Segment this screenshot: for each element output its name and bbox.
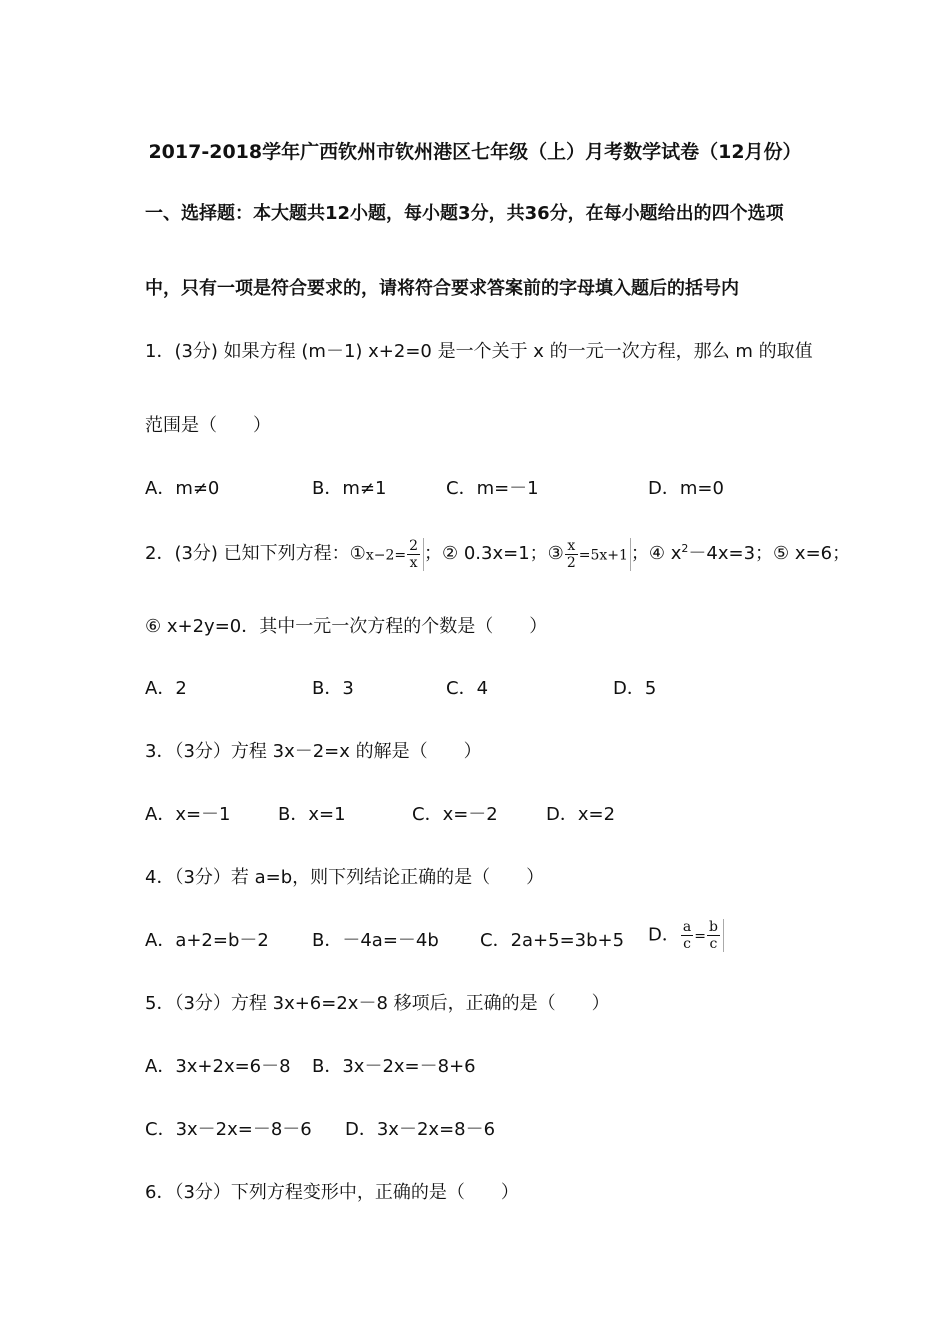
q5-option-a: A．3x+2x=6－8	[145, 1056, 291, 1077]
q2-option-a: A．2	[145, 678, 187, 699]
q1-option-b: B．m≠1	[312, 478, 387, 499]
q5-text: 5．（3分）方程 3x+6=2x－8 移项后，正确的是（ ）	[145, 993, 610, 1014]
q2-eq3-numerator: x	[565, 538, 578, 555]
q2-eq1-left: x−2=	[365, 547, 407, 563]
q5-option-b: B．3x－2x=－8+6	[312, 1056, 476, 1077]
q2-eq1-fraction	[407, 538, 420, 571]
q2-equation-1	[366, 538, 424, 571]
section-heading-line2: 中，只有一项是符合要求的，请将符合要求答案前的字母填入题后的括号内	[145, 278, 739, 299]
q1-option-a: A．m≠0	[145, 478, 220, 499]
q4-d-equals: =	[694, 928, 706, 945]
q2-rest: －4x=3；⑤ x=6；	[688, 543, 851, 564]
exam-title: 2017-2018学年广西钦州市钦州港区七年级（上）月考数学试卷（12月份）	[148, 141, 802, 163]
q4-option-a: A．a+2=b－2	[145, 930, 269, 951]
q4-option-d-label: D．	[648, 924, 680, 946]
q4-d-denominator-2: c	[709, 936, 718, 952]
q3-option-a: A．x=－1	[145, 804, 231, 825]
q2-eq3-right: =5x+1	[578, 547, 628, 563]
q3-text: 3．（3分）方程 3x－2=x 的解是（ ）	[145, 741, 482, 762]
section-heading-line1: 一、选择题：本大题共12小题，每小题3分，共36分，在每小题给出的四个选项	[145, 203, 784, 224]
q2-option-b: B．3	[312, 678, 354, 699]
q2-prefix: 2．(3分) 已知下列方程：①	[145, 543, 366, 564]
q4-d-denominator-1: c	[683, 936, 691, 952]
q2-option-c: C．4	[446, 678, 489, 699]
q4-text: 4．（3分）若 a=b，则下列结论正确的是（ ）	[145, 867, 545, 888]
q2-eq3-denominator: 2	[566, 554, 576, 571]
q3-option-d: D．x=2	[546, 804, 616, 825]
q4-d-fraction-2	[707, 919, 720, 952]
q2-text-line2: ⑥ x+2y=0．其中一元一次方程的个数是（ ）	[145, 616, 548, 637]
q2-exponent: 2	[681, 542, 689, 555]
q4-option-c: C．2a+5=3b+5	[480, 930, 625, 951]
q4-d-numerator-2: b	[708, 919, 718, 935]
q2-eq3-fraction	[565, 538, 578, 571]
q4-option-d-equation	[680, 919, 724, 952]
q3-option-b: B．x=1	[278, 804, 346, 825]
q2-equation-3	[564, 538, 631, 571]
q1-text-line2: 范围是（ ）	[145, 415, 271, 436]
q4-option-d	[648, 919, 724, 952]
q6-text: 6．（3分）下列方程变形中，正确的是（ ）	[145, 1182, 519, 1203]
q1-option-c: C．m=－1	[446, 478, 539, 499]
q5-option-d: D．3x－2x=8－6	[345, 1119, 496, 1140]
q3-option-c: C．x=－2	[412, 804, 498, 825]
q5-option-c: C．3x－2x=－8－6	[145, 1119, 312, 1140]
q4-d-fraction-1	[681, 919, 693, 952]
q2-eq1-denominator: x	[409, 554, 418, 571]
q2-text-line1	[145, 537, 850, 571]
q1-text-line1: 1．(3分) 如果方程 (m－1) x+2=0 是一个关于 x 的一元一次方程，那么 m 的取值	[145, 341, 813, 362]
q2-sep4: ；④ x	[630, 543, 682, 564]
q2-eq1-numerator: 2	[409, 537, 418, 554]
q1-option-d: D．m=0	[648, 478, 724, 499]
q4-option-b: B．－4a=－4b	[312, 930, 439, 951]
q4-d-numerator-1: a	[682, 919, 692, 935]
q2-sep2: ；② 0.3x=1；③	[424, 543, 564, 564]
q2-option-d: D．5	[613, 678, 657, 699]
